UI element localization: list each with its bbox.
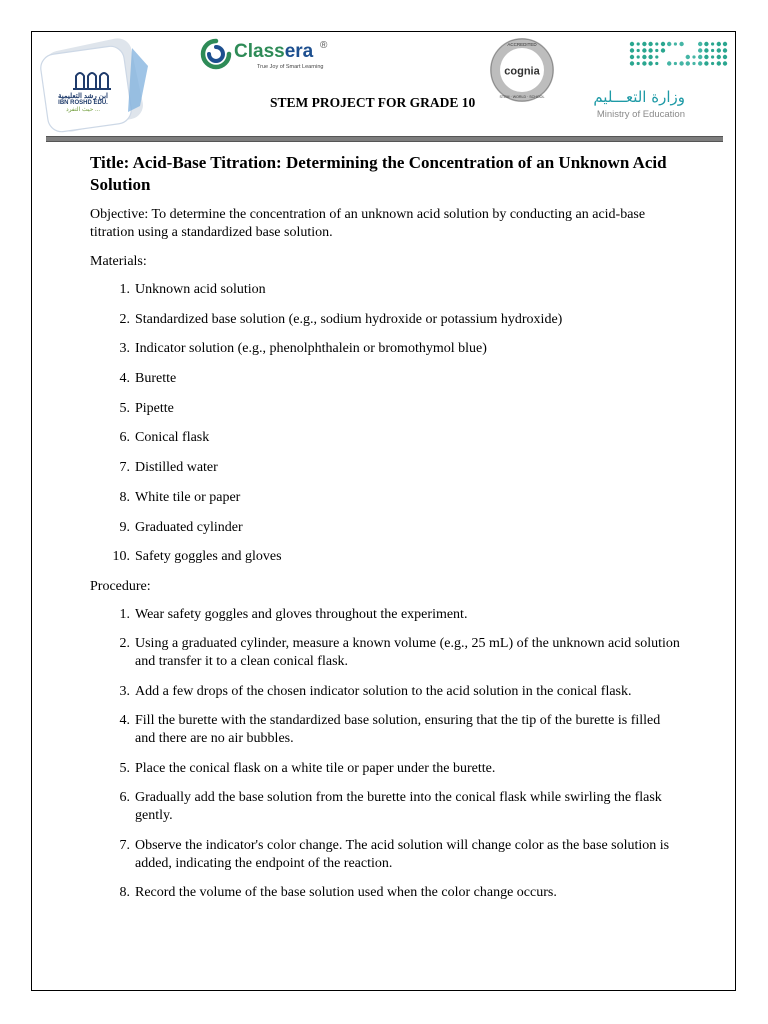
material-item [90,519,680,537]
procedure-step [90,884,680,902]
procedure-step [90,683,680,701]
procedure-step-text: Record the volume of the base solution used when the color change occurs. [135,885,557,901]
material-item-number: 5. [119,400,130,416]
material-item-text: Standardized base solution (e.g., sodium hydroxide or potassium hydroxide) [135,311,563,327]
classera-tagline: True Joy of Smart Learning [257,64,324,70]
school-logo-graphic [36,36,156,136]
material-item [90,548,680,566]
procedure-step-number: 1. [119,606,130,622]
classera-name [234,41,313,63]
material-item-number: 4. [119,371,130,387]
cognia-ring-bottom: STEM · WORLD · SCHOOL [499,95,545,99]
classera-name-part1: Class [234,41,285,62]
classera-logo [200,38,340,78]
ministry-arabic-name: وزارة التعـــليم [593,88,685,106]
school-arabic-tagline: حيث التفرد ... [65,106,101,113]
procedure-step [90,635,680,671]
procedure-step [90,712,680,748]
material-item [90,340,680,358]
material-item-text: Safety goggles and gloves [135,549,282,565]
procedure-step-text: Observe the indicator's color change. The acid solution will change color as the base solution is added, indicating the endpoint of the reaction. [135,837,670,871]
procedure-step-text: Add a few drops of the chosen indicator solution to the acid solution in the conical flask. [135,683,632,699]
procedure-step-text: Place the conical flask on a white tile or paper under the burette. [135,760,496,776]
procedure-step-number: 4. [119,713,130,729]
cognia-seal [487,36,557,106]
classera-swirl-icon [200,38,232,70]
material-item-text: Unknown acid solution [135,282,266,297]
material-item-number: 2. [119,311,130,327]
material-item [90,311,680,329]
procedure-step-text: Wear safety goggles and gloves throughout the experiment. [135,606,468,622]
material-item [90,281,680,299]
classera-name-part2: era [284,41,314,62]
material-item [90,400,680,418]
material-item-text: Pipette [135,400,174,416]
procedure-step-text: Fill the burette with the standardized base solution, ensuring that the tip of the burette is filled and there are no air bubbles. [135,713,661,747]
material-item-number: 9. [119,519,130,535]
material-item-text: Graduated cylinder [135,519,243,535]
procedure-step-number: 2. [119,636,130,652]
cognia-ring-top: ACCREDITED [507,42,537,47]
materials-list [90,281,680,566]
material-item-number: 6. [119,430,130,446]
document-body [90,152,680,914]
procedure-step [90,789,680,825]
procedure-step-number: 7. [119,837,130,853]
procedure-step-number: 8. [119,885,130,901]
material-item-number: 7. [119,460,130,476]
procedure-step-number: 5. [119,760,130,776]
material-item [90,489,680,507]
procedure-step-text: Gradually add the base solution from the burette into the conical flask while swirling the flask gently. [135,790,662,824]
page-header [0,0,768,150]
school-english-name: IBN ROSHD EDU. [58,100,108,107]
procedure-step-number: 3. [119,683,130,699]
material-item-text: White tile or paper [135,489,241,505]
material-item-number: 10. [112,549,130,565]
materials-heading: Materials: [90,254,147,269]
procedure-step [90,837,680,873]
classera-registered-mark: ® [320,40,328,51]
procedure-step [90,606,680,624]
school-logo-text [48,93,118,113]
material-item-number: 8. [119,489,130,505]
material-item-number: 1. [119,282,130,297]
school-logo [36,36,156,136]
ministry-logo [580,38,730,128]
document-title: Title: Acid-Base Titration: Determining the Concentration of an Unknown Acid Solution [90,153,667,194]
procedure-step [90,760,680,778]
material-item [90,429,680,447]
material-item-text: Indicator solution (e.g., phenolphthalein or bromothymol blue) [135,341,487,357]
material-item-text: Burette [135,371,177,387]
material-item-text: Distilled water [135,460,218,476]
objective-paragraph: Objective: To determine the concentration of an unknown acid solution by conducting an acid-base titration using a standardized base solution. [90,207,646,240]
ministry-english-name: Ministry of Education [596,109,685,120]
header-divider [46,136,723,142]
school-arabic-name: ابن رشد التعليمية [58,93,108,100]
material-item [90,370,680,388]
procedure-step-number: 6. [119,790,130,806]
cognia-name: cognia [504,65,540,78]
header-title: STEM PROJECT FOR GRADE 10 [270,95,476,110]
procedure-list [90,606,680,903]
ministry-dots-icon [580,38,730,86]
procedure-step-text: Using a graduated cylinder, measure a known volume (e.g., 25 mL) of the unknown acid solution and transfer it to a clean conical flask. [135,636,680,670]
procedure-heading: Procedure: [90,578,151,594]
material-item-text: Conical flask [135,430,210,446]
material-item-number: 3. [119,341,130,357]
cognia-seal-graphic [487,36,557,106]
material-item [90,459,680,477]
